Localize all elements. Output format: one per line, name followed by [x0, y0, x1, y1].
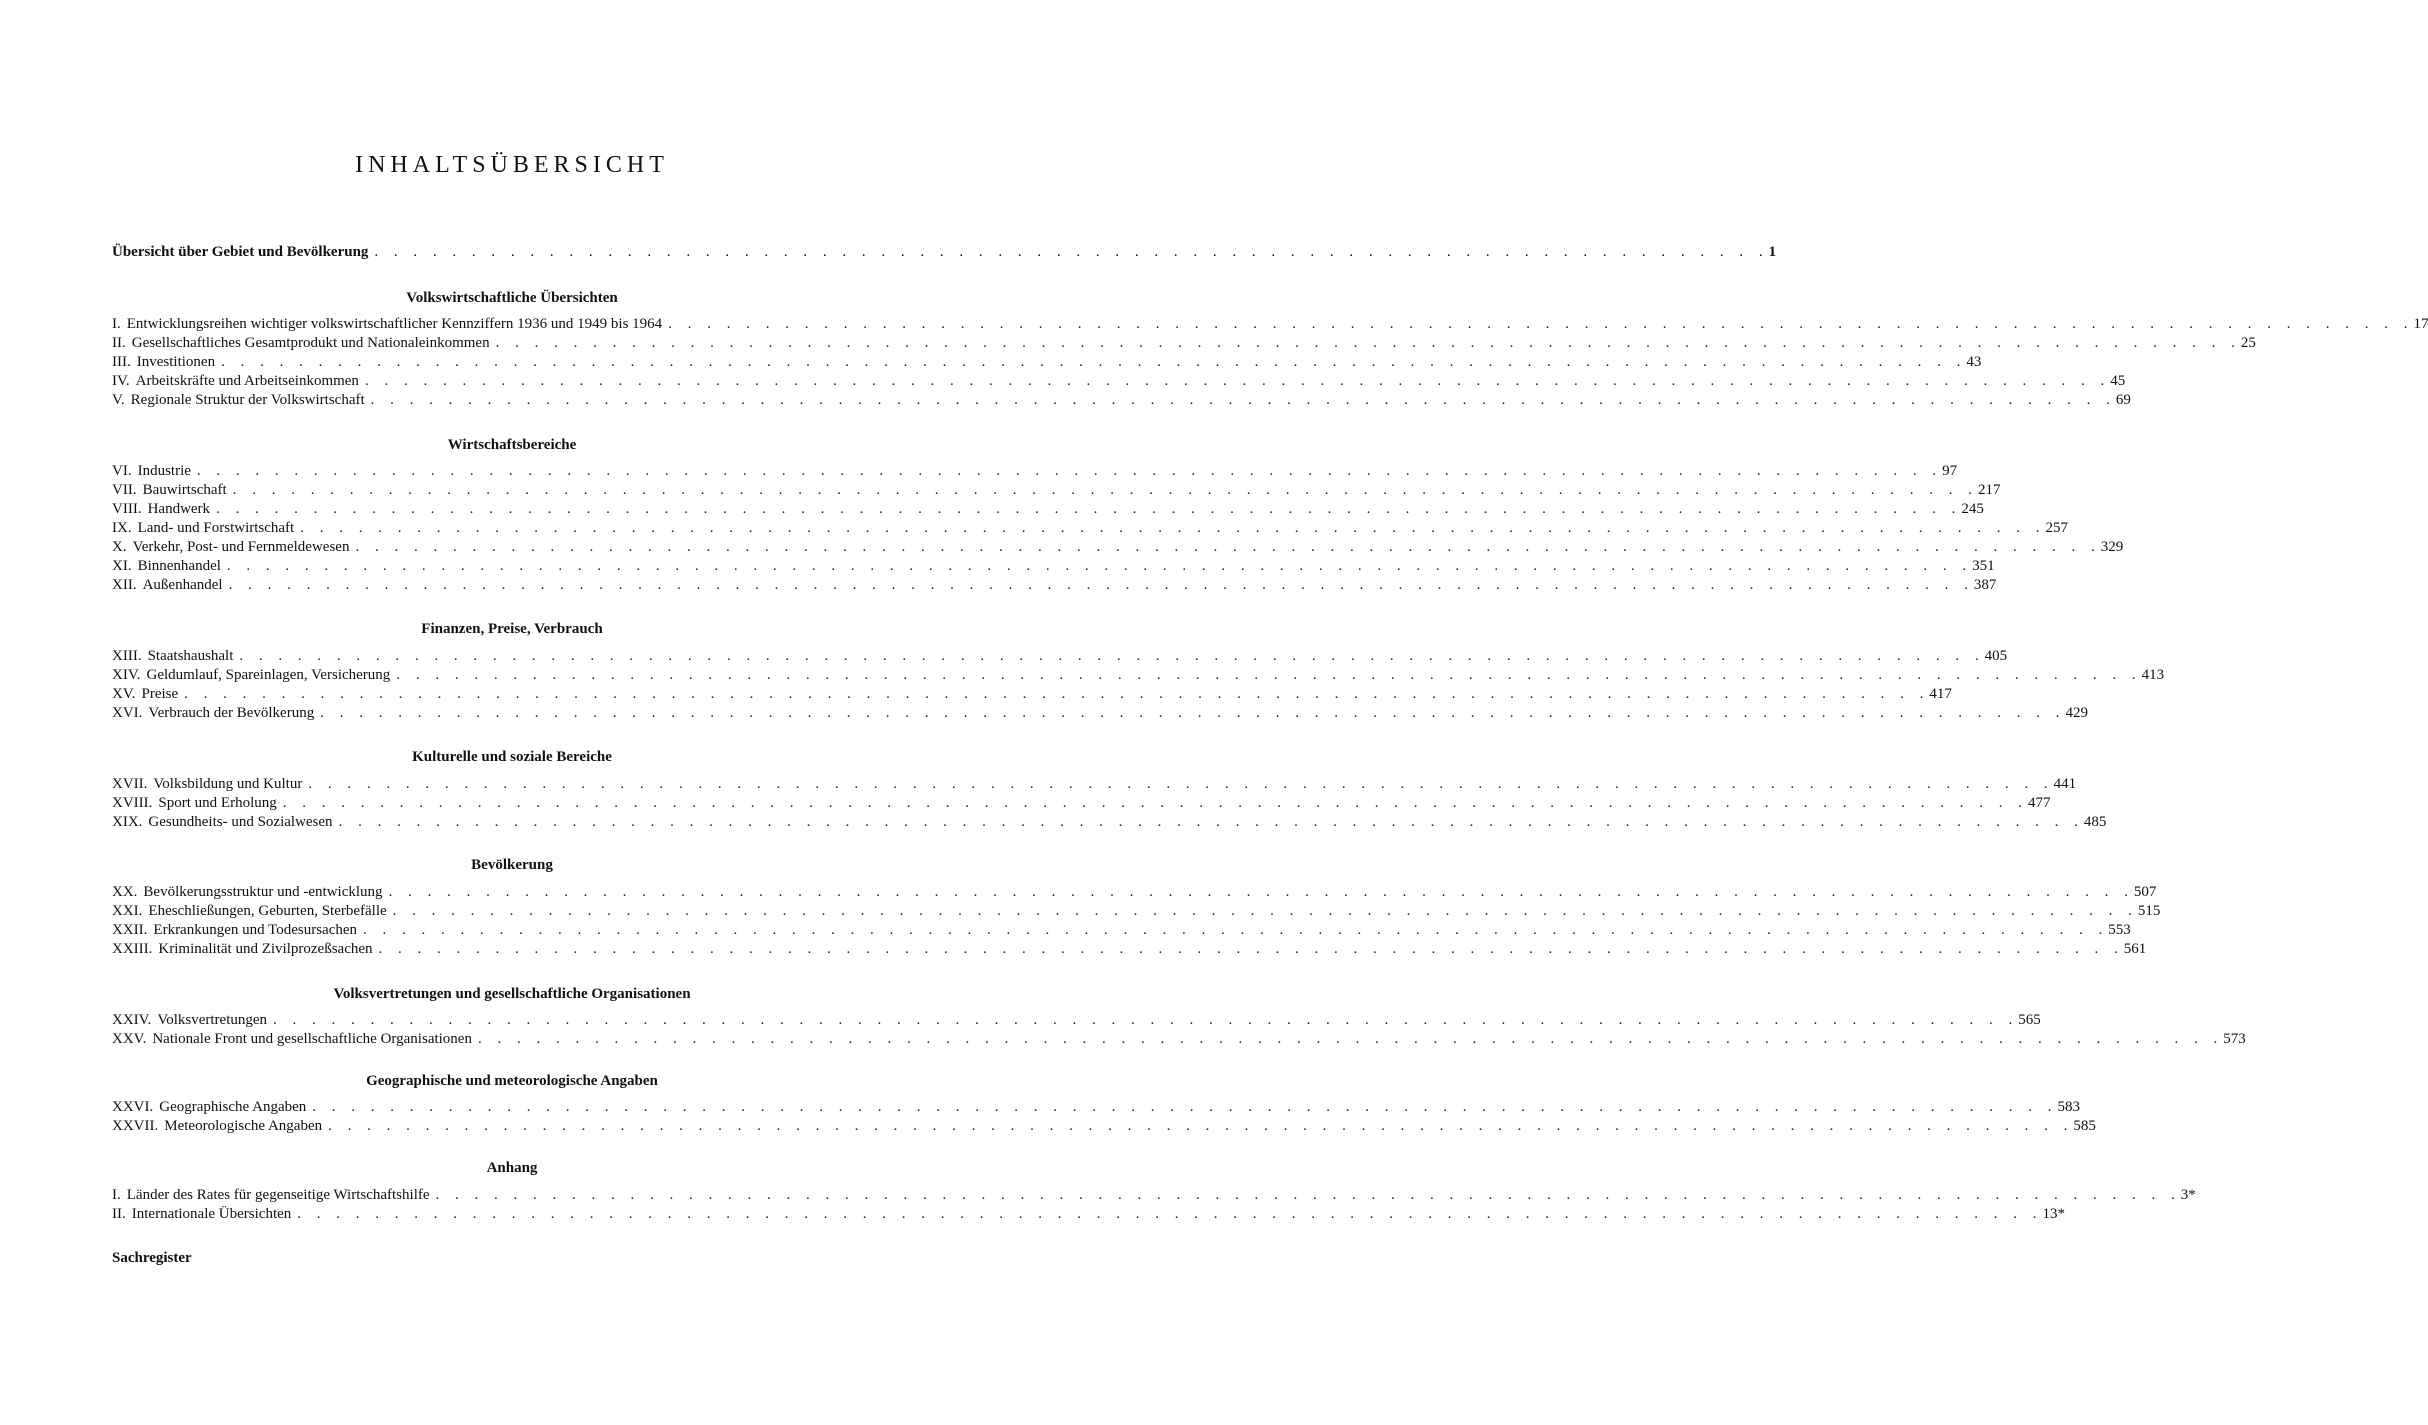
leader-dots: . . . . . . . . . . . . . . . . . . . . . . . . . . . . . . . . . . . . . . . . . . . . . . . . . . . . . . . . . . . . . . . . . . . . . . . . [374, 244, 1769, 260]
entry-title: Handwerk [147, 501, 211, 517]
leader-dots: . . . . . . . . . . . . . . . . . . . . . . . . . . . . . . . . . . . . . . . . . . . . . . . . . . . . . . . . . . . . . . . . . . . . . . . . . . . . . . . . . . . . . . . . . . [297, 1206, 2043, 1222]
entry-page: 507 [2133, 884, 2157, 900]
entry-title: Geldumlauf, Spareinlagen, Versicherung [146, 667, 391, 683]
toc-entry [112, 558, 1995, 578]
toc-entry [112, 539, 2124, 559]
leader-dots: . . . . . . . . . . . . . . . . . . . . . . . . . . . . . . . . . . . . . . . . . . . . . . . . . . . . . . . . . . . . . . . . . . . . . . . . . . . . . . . . . . . . . . . . . . [226, 558, 1973, 574]
toc-entry [112, 520, 2068, 540]
section-heading: Geographische und meteorologische Angaben [366, 1073, 658, 1089]
toc-entry [112, 776, 2077, 796]
toc-entry [112, 1099, 2081, 1119]
leader-dots: . . . . . . . . . . . . . . . . . . . . . . . . . . . . . . . . . . . . . . . . . . . . . . . . . . . . . . . . . . . . . . . . . . . . . . . . . . . . . . . . . . . . . . . . . . [668, 316, 2414, 332]
entry-number: XXI. [112, 903, 143, 919]
leader-dots: . . . . . . . . . . . . . . . . . . . . . . . . . . . . . . . . . . . . . . . . . . . . . . . . . . . . . . . . . . . . . . . . . . . . . . . . . . . . . . . . . . . . . . . . . . [196, 463, 1943, 479]
entry-number: XIII. [112, 648, 142, 664]
entry-title: Internationale Übersichten [131, 1206, 292, 1222]
entry-page: 17 [2413, 316, 2428, 332]
entry-page: 583 [2057, 1099, 2081, 1115]
toc-entry [112, 1187, 2196, 1207]
entry-title: Geographische Angaben [159, 1099, 307, 1115]
entry-page: 553 [2108, 922, 2131, 938]
entry-page: 43 [1966, 354, 1982, 370]
entry-number: XVIII. [112, 795, 153, 811]
leader-dots: . . . . . . . . . . . . . . . . . . . . . . . . . . . . . . . . . . . . . . . . . . . . . . . . . . . . . . . . . . . . . . . . . . . . . . . . . . . . . . . . . . . . . . . . . . [312, 1099, 2058, 1115]
section-heading: Finanzen, Preise, Verbrauch [421, 621, 603, 637]
entry-title: Land- und Forstwirtschaft [137, 520, 295, 536]
entry-title: Investitionen [136, 354, 216, 370]
leader-dots: . . . . . . . . . . . . . . . . . . . . . . . . . . . . . . . . . . . . . . . . . . . . . . . . . . . . . . . . . . . . . . . . . . . . . . . . . . . . . . . . . . . . . . . . . . [300, 520, 2046, 536]
toc-entry [112, 648, 2008, 668]
entry-number: I. [112, 316, 121, 332]
entry-page: 257 [2045, 520, 2068, 536]
entry-title: Binnenhandel [137, 558, 221, 574]
toc-entry [112, 941, 2147, 961]
entry-number: XXIV. [112, 1012, 152, 1028]
entry-number: XVII. [112, 776, 148, 792]
toc-entry [112, 482, 2001, 502]
entry-page: 429 [2065, 705, 2088, 721]
toc-entry [112, 1118, 2096, 1138]
entry-title: Entwicklungsreihen wichtiger volkswirtschaftlicher Kennziffern 1936 und 1949 bis 1964 [126, 316, 663, 332]
leader-dots: . . . . . . . . . . . . . . . . . . . . . . . . . . . . . . . . . . . . . . . . . . . . . . . . . . . . . . . . . . . . . . . . . . . . . . . . . . . . . . . . . . . . . . . . . . [355, 539, 2101, 555]
leader-dots: . . . . . . . . . . . . . . . . . . . . . . . . . . . . . . . . . . . . . . . . . . . . . . . . . . . . . . . . . . . . . . . . . . . . . . . . . . . . . . . . . . . . . . . . . . [364, 373, 2111, 389]
entry-page: 217 [1977, 482, 2001, 498]
entry-title: Eheschließungen, Geburten, Sterbefälle [148, 903, 387, 919]
leader-dots: . . . . . . . . . . . . . . . . . . . . . . . . . . . . . . . . . . . . . . . . . . . . . . . . . . . . . . . . . . . . . . . . . . . . . . . . . . . . . . . . . . . . . . . . . . [282, 795, 2028, 811]
entry-page: 97 [1942, 463, 1958, 479]
entry-number: I. [112, 1187, 121, 1203]
overview-entry [112, 244, 1777, 264]
entry-number: XX. [112, 884, 138, 900]
entry-page: 387 [1973, 577, 1997, 593]
leader-dots: . . . . . . . . . . . . . . . . . . . . . . . . . . . . . . . . . . . . . . . . . . . . . . . . . . . . . . . . . . . . . . . . . . . . . . . . . . . . . . . . . . . . . . . . . . [392, 903, 2138, 919]
entry-number: V. [112, 392, 125, 408]
toc-entry [112, 1012, 2041, 1032]
entry-title: Kriminalität und Zivilprozeßsachen [158, 941, 373, 957]
entry-title: Verkehr, Post- und Fernmeldewesen [132, 539, 350, 555]
leader-dots: . . . . . . . . . . . . . . . . . . . . . . . . . . . . . . . . . . . . . . . . . . . . . . . . . . . . . . . . . . . . . . . . . . . . . . . . . . . . . . . . . . . . . . . . . . [378, 941, 2124, 957]
entry-title: Volksbildung und Kultur [153, 776, 303, 792]
toc-entry [112, 795, 2051, 815]
leader-dots: . . . . . . . . . . . . . . . . . . . . . . . . . . . . . . . . . . . . . . . . . . . . . . . . . . . . . . . . . . . . . . . . . . . . . . . . . . . . . . . . . . . . . . . . . . [363, 922, 2109, 938]
entry-number: XXV. [112, 1031, 147, 1047]
entry-page: 441 [2053, 776, 2077, 792]
entry-number: XV. [112, 686, 136, 702]
toc-entry [112, 686, 1952, 706]
leader-dots: . . . . . . . . . . . . . . . . . . . . . . . . . . . . . . . . . . . . . . . . . . . . . . . . . . . . . . . . . . . . . . . . . . . . . . . . . . . . . . . . . . . . . . . . . . [388, 884, 2134, 900]
toc-entry [112, 335, 2256, 355]
entry-title: Regionale Struktur der Volkswirtschaft [130, 392, 365, 408]
entry-title: Bauwirtschaft [142, 482, 227, 498]
entry-page: 245 [1961, 501, 1984, 517]
leader-dots: . . . . . . . . . . . . . . . . . . . . . . . . . . . . . . . . . . . . . . . . . . . . . . . . . . . . . . . . . . . . . . . . . . . . . . . . . . . . . . . . . . . . . . . . . . [273, 1012, 2019, 1028]
leader-dots: . . . . . . . . . . . . . . . . . . . . . . . . . . . . . . . . . . . . . . . . . . . . . . . . . . . . . . . . . . . . . . . . . . . . . . . . . . . . . . . . . . . . . . . . . . [184, 686, 1930, 702]
section-heading: Wirtschaftsbereiche [447, 437, 577, 453]
entry-page: 417 [1929, 686, 1952, 702]
leader-dots: . . . . . . . . . . . . . . . . . . . . . . . . . . . . . . . . . . . . . . . . . . . . . . . . . . . . . . . . . . . . . . . . . . . . . . . . . . . . . . . . . . . . . . . . . . [308, 776, 2054, 792]
entry-title: Industrie [137, 463, 191, 479]
leader-dots: . . . . . . . . . . . . . . . . . . . . . . . . . . . . . . . . . . . . . . . . . . . . . . . . . . . . . . . . . . . . . . . . . . . . . . . . . . . . . . . . . . . . . . . . . . [239, 648, 1985, 664]
leader-dots: . . . . . . . . . . . . . . . . . . . . . . . . . . . . . . . . . . . . . . . . . . . . . . . . . . . . . . . . . . . . . . . . . . . . . . . . . . . . . . . . . . . . . . . . . . [495, 335, 2241, 351]
entry-title: Preise [141, 686, 179, 702]
entry-page: 485 [2083, 814, 2107, 830]
leader-dots: . . . . . . . . . . . . . . . . . . . . . . . . . . . . . . . . . . . . . . . . . . . . . . . . . . . . . . . . . . . . . . . . . . . . . . . . . . . . . . . . . . . . . . . . . . [228, 577, 1974, 593]
section-heading: Bevölkerung [471, 857, 553, 873]
entry-number: II. [112, 1206, 126, 1222]
entry-title: Bevölkerungsstruktur und -entwicklung [143, 884, 383, 900]
toc-entry [112, 577, 1997, 597]
entry-number: XVI. [112, 705, 143, 721]
entry-page: 561 [2123, 941, 2147, 957]
leader-dots: . . . . . . . . . . . . . . . . . . . . . . . . . . . . . . . . . . . . . . . . . . . . . . . . . . . . . . . . . . . . . . . . . . . . . . . . . . . . . . . . . . . . . . . . . . [221, 354, 1967, 370]
toc-entry [112, 903, 2161, 923]
entry-number: III. [112, 354, 131, 370]
entry-title: Gesellschaftliches Gesamtprodukt und Nationaleinkommen [131, 335, 490, 351]
toc-entry [112, 1206, 2066, 1226]
toc-entry [112, 667, 2165, 687]
toc-entry [112, 392, 2131, 412]
entry-number: XIX. [112, 814, 143, 830]
leader-dots: . . . . . . . . . . . . . . . . . . . . . . . . . . . . . . . . . . . . . . . . . . . . . . . . . . . . . . . . . . . . . . . . . . . . . . . . . . . . . . . . . . . . . . . . . . [396, 667, 2142, 683]
entry-page: 45 [2110, 373, 2126, 389]
entry-number: XXVII. [112, 1118, 159, 1134]
entry-page: 25 [2240, 335, 2256, 351]
entry-page: 329 [2100, 539, 2124, 555]
register-heading: Sachregister [112, 1250, 192, 1266]
entry-title: Volksvertretungen [157, 1012, 268, 1028]
entry-title: Nationale Front und gesellschaftliche Organisationen [152, 1031, 472, 1047]
entry-number: IX. [112, 520, 132, 536]
toc-entry [112, 884, 2157, 904]
entry-number: VII. [112, 482, 137, 498]
section-heading: Anhang [486, 1160, 538, 1176]
entry-page: 477 [2028, 795, 2051, 811]
entry-title: Länder des Rates für gegenseitige Wirtschaftshilfe [126, 1187, 430, 1203]
leader-dots: . . . . . . . . . . . . . . . . . . . . . . . . . . . . . . . . . . . . . . . . . . . . . . . . . . . . . . . . . . . . . . . . . . . . . . . . . . . . . . . . . . . . . . . . . . [232, 482, 1978, 498]
entry-page: 573 [2223, 1031, 2246, 1047]
entry-number: XXVI. [112, 1099, 154, 1115]
entry-number: X. [112, 539, 127, 555]
entry-title: Verbrauch der Bevölkerung [148, 705, 315, 721]
entry-title: Erkrankungen und Todesursachen [153, 922, 358, 938]
entry-title: Gesundheits- und Sozialwesen [148, 814, 333, 830]
entry-title: Meteorologische Angaben [164, 1118, 323, 1134]
leader-dots: . . . . . . . . . . . . . . . . . . . . . . . . . . . . . . . . . . . . . . . . . . . . . . . . . . . . . . . . . . . . . . . . . . . . . . . . . . . . . . . . . . . . . . . . . . [338, 814, 2084, 830]
entry-page: 515 [2137, 903, 2161, 919]
leader-dots: . . . . . . . . . . . . . . . . . . . . . . . . . . . . . . . . . . . . . . . . . . . . . . . . . . . . . . . . . . . . . . . . . . . . . . . . . . . . . . . . . . . . . . . . . . [370, 392, 2116, 408]
entry-page: 69 [2115, 392, 2131, 408]
leader-dots: . . . . . . . . . . . . . . . . . . . . . . . . . . . . . . . . . . . . . . . . . . . . . . . . . . . . . . . . . . . . . . . . . . . . . . . . . . . . . . . . . . . . . . . . . . [320, 705, 2066, 721]
section-heading: Volkswirtschaftliche Übersichten [406, 290, 618, 306]
toc-entry [112, 705, 2088, 725]
entry-page: 565 [2018, 1012, 2041, 1028]
entry-page: 405 [1984, 648, 2008, 664]
leader-dots: . . . . . . . . . . . . . . . . . . . . . . . . . . . . . . . . . . . . . . . . . . . . . . . . . . . . . . . . . . . . . . . . . . . . . . . . . . . . . . . . . . . . . . . . . . [328, 1118, 2074, 1134]
entry-number: XII. [112, 577, 137, 593]
toc-entry [112, 501, 1984, 521]
toc-entry [112, 1031, 2246, 1051]
overview-page: 1 [1768, 244, 1777, 260]
toc-entry [112, 922, 2131, 942]
entry-page: 351 [1972, 558, 1995, 574]
toc-entry [112, 814, 2107, 834]
page-title: INHALTSÜBERSICHT [355, 152, 669, 178]
entry-number: II. [112, 335, 126, 351]
toc-entry [112, 354, 1982, 374]
entry-page: 413 [2141, 667, 2165, 683]
entry-page: 585 [2073, 1118, 2096, 1134]
entry-number: IV. [112, 373, 130, 389]
entry-title: Außenhandel [142, 577, 223, 593]
entry-title: Arbeitskräfte und Arbeitseinkommen [135, 373, 359, 389]
toc-entry [112, 463, 1958, 483]
entry-number: XI. [112, 558, 132, 574]
entry-number: XIV. [112, 667, 141, 683]
entry-number: XXIII. [112, 941, 153, 957]
overview-title: Übersicht über Gebiet und Bevölkerung [112, 244, 369, 260]
entry-page: 13* [2042, 1206, 2066, 1222]
entry-number: XXII. [112, 922, 148, 938]
section-heading: Volksvertretungen und gesellschaftliche Organisationen [333, 986, 691, 1002]
leader-dots: . . . . . . . . . . . . . . . . . . . . . . . . . . . . . . . . . . . . . . . . . . . . . . . . . . . . . . . . . . . . . . . . . . . . . . . . . . . . . . . . . . . . . . . . . . [216, 501, 1962, 517]
entry-number: VI. [112, 463, 132, 479]
leader-dots: . . . . . . . . . . . . . . . . . . . . . . . . . . . . . . . . . . . . . . . . . . . . . . . . . . . . . . . . . . . . . . . . . . . . . . . . . . . . . . . . . . . . . . . . . . [477, 1031, 2224, 1047]
entry-page: 3* [2180, 1187, 2196, 1203]
entry-title: Staatshaushalt [147, 648, 234, 664]
section-heading: Kulturelle und soziale Bereiche [412, 749, 612, 765]
leader-dots: . . . . . . . . . . . . . . . . . . . . . . . . . . . . . . . . . . . . . . . . . . . . . . . . . . . . . . . . . . . . . . . . . . . . . . . . . . . . . . . . . . . . . . . . . . [435, 1187, 2181, 1203]
entry-number: VIII. [112, 501, 142, 517]
toc-entry [112, 373, 2126, 393]
entry-title: Sport und Erholung [158, 795, 277, 811]
toc-entry [112, 316, 2428, 336]
